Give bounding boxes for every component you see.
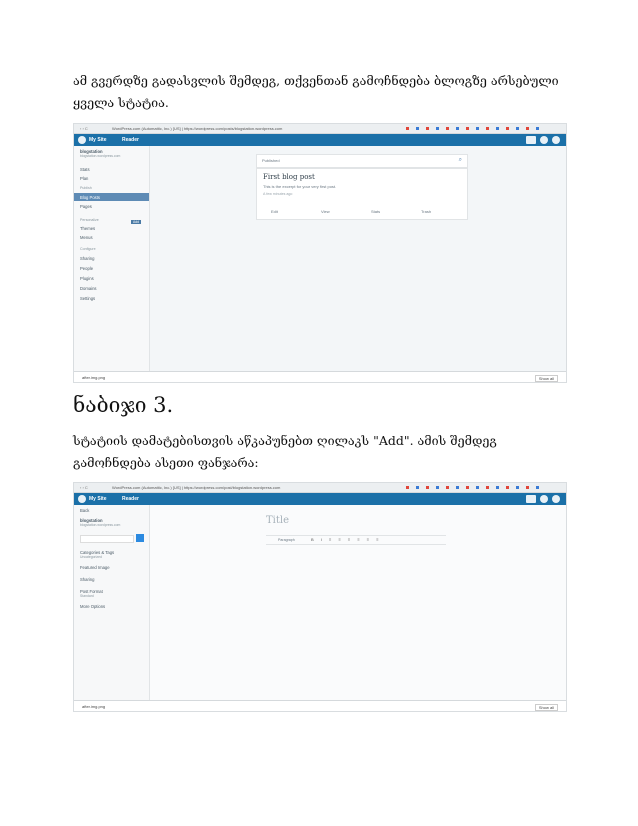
notifications-icon xyxy=(552,495,560,503)
screenshot-posts-list xyxy=(73,123,567,383)
publish-button xyxy=(136,534,144,542)
extension-icons xyxy=(406,127,546,130)
wp-toolbar xyxy=(74,134,566,146)
post-title: First blog post xyxy=(263,173,315,181)
sidebar-item-sharing: Sharing xyxy=(80,256,95,261)
step-heading: ნაბიჯი 3. xyxy=(73,393,174,417)
sidebar-item-plugins: Plugins xyxy=(80,276,94,281)
wordpress-icon xyxy=(78,136,86,144)
sidebar-item-pages: Pages xyxy=(80,204,92,209)
site-name: blogstation xyxy=(80,149,103,154)
setting-categories: Categories & Tags xyxy=(80,550,115,555)
sidebar-item-themes: Themes xyxy=(80,226,96,231)
setting-more-options: More Options xyxy=(80,604,106,609)
notifications-icon xyxy=(552,136,560,144)
post-action-stats: Stats xyxy=(371,209,381,214)
sidebar-item-domains: Domains xyxy=(80,286,97,291)
wordpress-icon xyxy=(78,495,86,503)
editor-toolbar xyxy=(266,535,446,545)
show-all-button: Show all xyxy=(535,375,558,382)
site-name: blogstation xyxy=(80,518,103,523)
site-url: blogstation.wordpress.com xyxy=(80,154,121,158)
download-bar xyxy=(74,371,566,382)
sidebar-item-plan: Plan xyxy=(80,176,89,181)
back-link: Back xyxy=(80,508,90,513)
intro-paragraph: ამ გვერდზე გადასვლის შემდეგ, თქვენთან გამოჩნდება ბლოგზე არსებული ყველა სტატია. xyxy=(73,73,559,110)
sidebar-item-settings: Settings xyxy=(80,296,96,301)
section-publish: Publish xyxy=(80,186,92,190)
sidebar xyxy=(74,146,150,372)
sidebar-item-people: People xyxy=(80,266,94,271)
sidebar-item-stats: Stats xyxy=(80,167,90,172)
address-bar: WordPress.com (Automattic, Inc.) [US] | https://wordpress.com/posts/blogstation.wordpress.com xyxy=(112,125,283,131)
my-site-link: My Site xyxy=(89,137,107,143)
nav-arrows-icon: ‹ › C xyxy=(80,126,88,131)
section-personalize: Personalize xyxy=(80,218,99,222)
setting-post-format: Post Format xyxy=(80,589,103,594)
sidebar-item-menus: Menus xyxy=(80,235,93,240)
post-card xyxy=(256,168,468,220)
show-all-button: Show all xyxy=(535,704,558,711)
post-time: A few minutes ago xyxy=(263,192,293,196)
reader-link: Reader xyxy=(122,137,139,143)
site-url: blogstation.wordpress.com xyxy=(80,523,121,527)
search-icon: ⌕ xyxy=(458,157,462,163)
screenshot-editor xyxy=(73,482,567,712)
address-bar: WordPress.com (Automattic, Inc.) [US] | https://wordpress.com/post/blogstation.wordpress.com xyxy=(112,484,281,490)
browser-chrome xyxy=(74,483,566,493)
write-icon xyxy=(526,495,536,503)
title-placeholder: Title xyxy=(266,515,290,526)
wp-toolbar xyxy=(74,493,566,505)
nav-arrows-icon: ‹ › C xyxy=(80,485,88,490)
add-post-button: Add xyxy=(133,220,140,224)
filter-published: Published xyxy=(262,158,280,163)
post-action-edit: Edit xyxy=(271,209,278,214)
setting-featured-image: Featured Image xyxy=(80,565,110,570)
section-configure: Configure xyxy=(80,247,96,251)
posts-filter-bar xyxy=(256,154,468,168)
step-paragraph: სტატიის დამატებისთვის აწკაპუნებთ ღილაკს "Add". ამის შემდეგ გამოჩნდება ასეთი ფანჯარა: xyxy=(73,433,497,470)
setting-categories-value: Uncategorized xyxy=(80,555,102,559)
sidebar-item-blog-posts: Blog Posts xyxy=(74,193,149,201)
browser-chrome xyxy=(74,124,566,134)
editor-sidebar xyxy=(74,505,150,701)
extension-icons xyxy=(406,486,546,489)
my-site-link: My Site xyxy=(89,496,107,502)
paragraph-select: Paragraph xyxy=(278,537,295,542)
post-excerpt: This is the excerpt for your very first post. xyxy=(263,184,337,189)
setting-post-format-value: Standard xyxy=(80,594,94,598)
download-file: after.img.png xyxy=(82,375,106,380)
download-bar xyxy=(74,700,566,711)
save-field xyxy=(80,535,134,543)
format-icons: B I ≡ ≡ ≡ ≡ ≡ ≡ xyxy=(311,537,382,542)
avatar xyxy=(540,495,548,503)
write-icon xyxy=(526,136,536,144)
post-action-trash: Trash xyxy=(421,209,432,214)
setting-sharing: Sharing xyxy=(80,577,95,582)
post-action-view: View xyxy=(321,209,330,214)
avatar xyxy=(540,136,548,144)
reader-link: Reader xyxy=(122,496,139,502)
download-file: after.img.png xyxy=(82,704,106,709)
